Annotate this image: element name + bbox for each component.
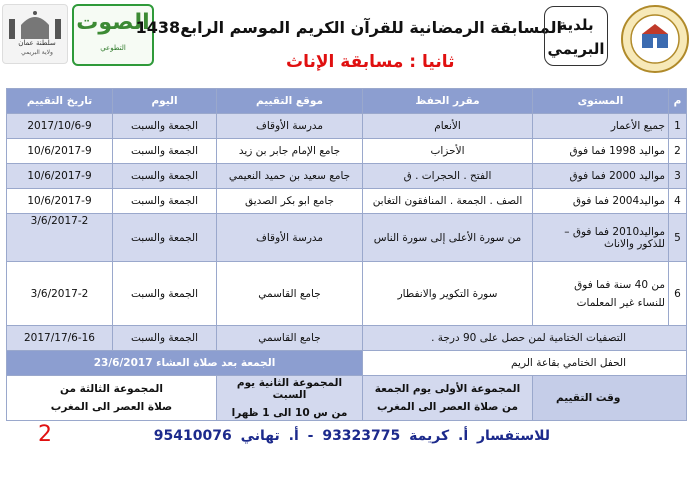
col-header-no: م (669, 89, 687, 114)
row-no: 3 (669, 164, 687, 189)
row-day: الجمعة والسبت (113, 214, 217, 262)
row-day: الجمعة والسبت (113, 189, 217, 214)
row-date: 10/6/2017-9 (7, 164, 113, 189)
ceremony-when: الجمعة بعد صلاة العشاء 23/6/2017 (7, 351, 363, 376)
row-location: مدرسة الأوقاف (217, 114, 363, 139)
row-no: 1 (669, 114, 687, 139)
row-date: 10/6/2017-9 (7, 189, 113, 214)
row-no: 2 (669, 139, 687, 164)
sultanate-logo-subtext: ولاية البريمي (21, 49, 53, 56)
row-level-line2: للذكور والاناث (603, 237, 665, 250)
row-location: جامع الإمام جابر بن زيد (217, 139, 363, 164)
group1-line2: من صلاة العصر الى المغرب (377, 401, 518, 413)
row-location: مدرسة الأوقاف (217, 214, 363, 262)
row-level-line1: مواليد2010 فما فوق – (564, 225, 665, 238)
row-location: جامع سعيد بن حميد النعيمي (217, 164, 363, 189)
table-row (7, 214, 687, 262)
final-location: جامع القاسمي (217, 326, 363, 351)
table-header-row (7, 89, 687, 114)
final-day: الجمعة والسبت (113, 326, 217, 351)
mosque-silhouette-icon (3, 5, 67, 39)
sultanate-logo (2, 4, 68, 64)
row-syllabus: الأنعام (363, 114, 533, 139)
col-header-level: المستوى (533, 89, 669, 114)
final-date: 2017/17/6-16 (7, 326, 113, 351)
ceremony-row (7, 351, 687, 376)
row-level (533, 262, 669, 326)
group1-line1: المجموعة الأولى يوم الجمعة (374, 383, 521, 395)
row-level-line2: للنساء غير المعلمات (576, 296, 665, 309)
evaluation-label (533, 376, 687, 421)
row-location: جامع القاسمي (217, 262, 363, 326)
municipality-crest-icon (620, 4, 690, 74)
festival-logo-text: الصوت (76, 10, 150, 35)
group3-line1: المجموعة الثالثة من (60, 383, 163, 395)
evaluation-group-3 (7, 376, 217, 421)
evaluation-row (7, 376, 687, 421)
table-row (7, 114, 687, 139)
row-syllabus: سورة التكوير والانفطار (363, 262, 533, 326)
sultanate-logo-text: سلطنة عمان (18, 39, 56, 47)
row-level: مواليد 1998 فما فوق (533, 139, 669, 164)
competition-table (6, 88, 687, 421)
row-level: مواليد2004 فما فوق (533, 189, 669, 214)
row-location: جامع ابو بكر الصديق (217, 189, 363, 214)
evaluation-group-1 (363, 376, 533, 421)
row-date: 10/6/2017-9 (7, 139, 113, 164)
ceremony-label: الحفل الختامي بقاعة الريم (363, 351, 687, 376)
festival-logo-subtext: التطوعي (100, 44, 126, 52)
row-level: جميع الأعمار (533, 114, 669, 139)
row-day: الجمعة والسبت (113, 164, 217, 189)
row-date: 3/6/2017-2 (7, 214, 113, 262)
row-level-line1: من 40 سنة فما فوق (574, 278, 665, 291)
row-no: 6 (669, 262, 687, 326)
row-syllabus: الأحزاب (363, 139, 533, 164)
col-header-day: اليوم (113, 89, 217, 114)
municipality-line2: البريمي (547, 40, 605, 58)
row-syllabus: الفتح . الحجرات . ق (363, 164, 533, 189)
page-subtitle: ثانيا : مسابقة الإناث (286, 52, 455, 72)
group2-line1: المجموعة الثانية يوم السبت (236, 377, 343, 401)
row-date: 3/6/2017-2 (7, 262, 113, 326)
row-syllabus: الصف . الجمعة . المنافقون التغابن (363, 189, 533, 214)
col-header-location: موقع التقييم (217, 89, 363, 114)
group2-line2: من س 10 الى 1 ظهرا (231, 407, 348, 419)
municipality-line1: بلدية (558, 16, 594, 34)
row-day: الجمعة والسبت (113, 114, 217, 139)
page-title: المسابقة الرمضانية للقرآن الكريم الموسم الرابع1438 (135, 18, 562, 37)
final-row (7, 326, 687, 351)
page-number: 2 (38, 422, 52, 447)
row-level (533, 214, 669, 262)
evaluation-label-text: وقت التقييم (556, 392, 621, 404)
row-level: مواليد 2000 فما فوق (533, 164, 669, 189)
row-date: 2017/10/6-9 (7, 114, 113, 139)
municipality-label (544, 6, 608, 66)
row-syllabus: من سورة الأعلى إلى سورة الناس (363, 214, 533, 262)
final-label: التصفيات الختامية لمن حصل على 90 درجة . (363, 326, 687, 351)
row-no: 5 (669, 214, 687, 262)
row-day: الجمعة والسبت (113, 139, 217, 164)
table-row (7, 139, 687, 164)
contact-info: للاستفسار أ. كريمة 93323775 - أ. تهاني 95410076 (153, 428, 550, 444)
row-day: الجمعة والسبت (113, 262, 217, 326)
col-header-date: تاريخ التقييم (7, 89, 113, 114)
row-no: 4 (669, 189, 687, 214)
group3-line2: صلاة العصر الى المغرب (50, 401, 173, 413)
evaluation-group-2 (217, 376, 363, 421)
col-header-syllabus: مقرر الحفظ (363, 89, 533, 114)
table-row (7, 164, 687, 189)
table-row (7, 189, 687, 214)
page-header (0, 0, 700, 82)
table-row (7, 262, 687, 326)
